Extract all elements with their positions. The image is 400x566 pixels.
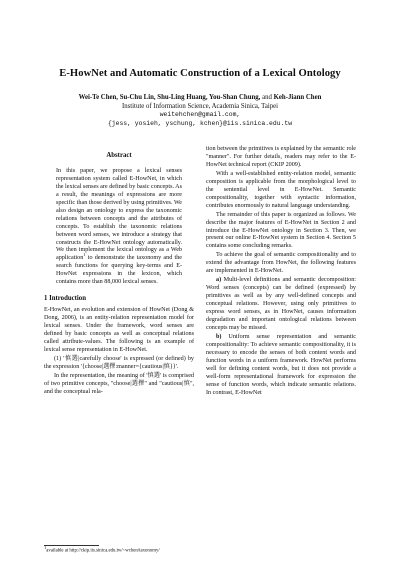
abstract-text (56, 168, 182, 287)
right-column (206, 146, 356, 399)
affiliation: Institute of Information Science, Academia Sinica, Taipei (121, 102, 279, 110)
right-paragraph-3: The remainder of this paper is organized as follows. We describe the major features of E-HowNet in Section 2 and introduce the E-HowNet ontology in Section 3. Then, we present our online E-HowNet system in Section 4. Section 5 contains some concluding remarks. (206, 211, 356, 250)
abstract-text-a: In this paper, we propose a lexical senses representation system called E-HowNet, in which the lexical senses are defined by basic concepts. As a result, the meanings of expressions are more specific than those derived by using primitives. We also design an ontology to express the taxonomic relations between concepts and the attributes of concepts. To establish the taxonomic relations between word senses, we introduce a strategy that constructs the E-HowNet ontology automatically. We then implement the lexical ontology as a Web application (56, 167, 183, 262)
author-and: and (262, 94, 272, 101)
author-block (0, 94, 400, 128)
footnote-number: 1 (44, 545, 47, 550)
footnote-marker: 1 (83, 252, 86, 258)
footnote-rule (44, 545, 99, 546)
footnote-text: available at http://ckip.iis.sinica.edu.tw/~wchen/taxonomy/ (46, 548, 160, 554)
intro-paragraph-2: In the representation, the meaning of '慎選' is comprised of two primitive concepts, "choose|選擇" and "cautious|慎", and the conceptual rela- (44, 372, 194, 395)
author-names-line (0, 94, 400, 103)
section-heading-introduction: 1 Introduction (44, 295, 86, 303)
abstract-heading: Abstract (106, 152, 132, 159)
left-column (44, 146, 194, 398)
right-paragraph-1: tion between the primitives is explained by the semantic role "manner". For further details, readers may refer to the E-HowNet technical report (CKIP 2009). (206, 146, 356, 168)
intro-example-1: (1) '慎選|carefully choose' is expressed (or defined) by the expression '{choose|選擇:manner={cautious|慎}}'. (44, 355, 194, 370)
author-names: Wei-Te Chen, Su-Chu Lin, Shu-Ling Huang, You-Shan Chung, (78, 94, 261, 101)
abstract-text-b: to demonstrate the taxonomy and the search functions for querying key-terms and E-HowNet expressions in the lexicon, which contains more than 88,000 lexical senses. (56, 255, 182, 286)
feature-a-label: a) (216, 277, 222, 284)
feature-a-text: Multi-level definitions and semantic decomposition: Word senses (concepts) can be defined (expressed) by primitives as well as by any well-defined concepts and conceptual relations. However, using only primitives to express word senses, as in HowNet, causes information degradation and important ontological relations between concepts may be missed. (206, 277, 356, 331)
feature-a (206, 277, 356, 333)
feature-b-label: b) (216, 333, 222, 340)
right-paragraph-2: With a well-established entity-relation model, semantic composition is applicable from the morphological level to the sentential level in E-HowNet. Semantic compositionality, together with syntactic information, contributes enormously to natural language understanding. (206, 170, 356, 209)
feature-b-text: Uniform sense representation and semantic compositionality: To achieve semantic compositionality, it is necessary to encode the senses of both content words and function words in a uniform framework. HowNet performs well for defining content words, but it does not provide a well-form representational framework for expression the sense of function words, which indicate semantic relations. In contrast, E-HowNet (206, 333, 356, 396)
author-last-name: Keh-Jiann Chen (273, 94, 322, 101)
right-paragraph-4: To achieve the goal of semantic compositionality and to extend the advantage from HowNet, the following features are implemented in E-HowNet. (206, 252, 356, 275)
intro-paragraph-1: E-HowNet, an evolution and extension of HowNet (Dong & Dong, 2006), is an entity-relation representation model for lexical senses. Under the framework, word senses are defined by basic concepts as well as conceptual relations called attribute-values. The following is an example of lexical sense representation in E-HowNet. (44, 307, 194, 354)
email-line-2: {jess, yosieh, yschung, kchen}@iis.sinica.edu.tw (107, 119, 293, 127)
footnote (44, 545, 204, 554)
feature-b (206, 334, 356, 398)
paper-title: E-HowNet and Automatic Construction of a Lexical Ontology (59, 68, 341, 79)
email-line-1: weitehchen@gmail.com, (159, 111, 241, 118)
abstract-body (56, 168, 182, 287)
